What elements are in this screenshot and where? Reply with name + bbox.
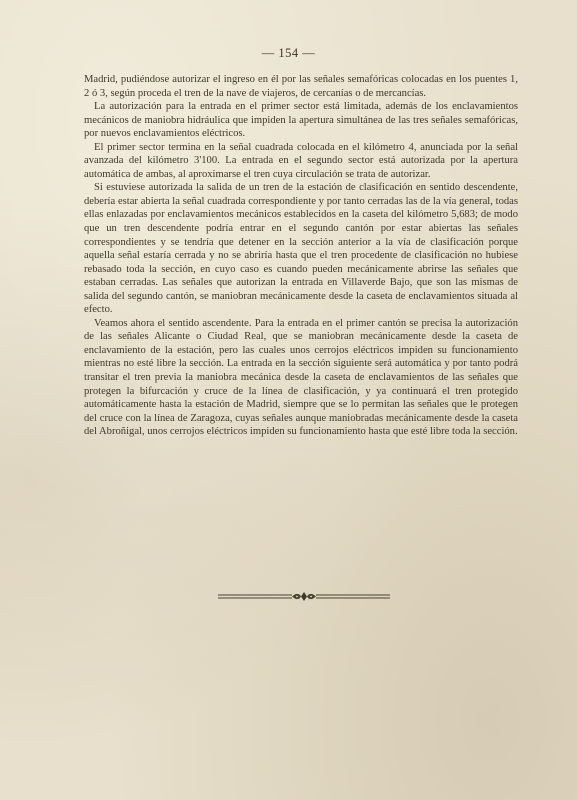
paragraph-1: Madrid, pudiéndose autorizar el ingreso en él por las señales semafóricas colocadas en los puentes 1, 2 ó 3, según proceda el tren de la nave de viajeros, de cercanías o de mercancías. [84, 74, 518, 99]
page-number: — 154 — [261, 46, 316, 60]
paragraph-5: Veamos ahora el sentido ascendente. Para la entrada en el primer cantón se precisa la autorización de las señales Alicante o Ciudad Real, que se maniobran mecánicamente desde la caseta de enclavamiento de la estación, pero las cuales unos cerrojos eléctricos impiden su funcionamiento mientras no esté libre la sección. La entrada en la sección siguiente será automática y por tanto podrá transitar el tren previa la maniobra mecánica desde la caseta de enclavamientos de las señales que protegen la bifurcación y cruce de la línea de clasificación, y ya continuará el tren protegido automáticamente hasta la estación de Madrid, siempre que se lo permitan las señales que le protegen del cruce con la línea de Zaragoza, cuyas señales aunque maniobradas mecánicamente desde la caseta del Abroñigal, unos cerrojos eléctricos impiden su funcionamiento hasta que esté libre toda la sección. [84, 317, 518, 438]
paragraph-3: El primer sector termina en la señal cuadrada colocada en el kilómetro 4, anunciada por la señal avanzada del kilómetro 3'100. La entrada en el segundo sector está autorizada por la apertura automática de ambas, al aproximarse el tren cuya circulación se trata de autorizar. [84, 141, 518, 180]
body-text [84, 73, 518, 439]
paragraph-4: Si estuviese autorizada la salida de un tren de la estación de clasificación en sentido descendente, debería estar abierta la señal cuadrada correspondiente y por tanto cerradas las de la vía general, todas ellas enlazadas por enclavamientos mecánicos establecidos en la caseta del kilómetro 5,683; de modo que un tren descendente podría entrar en el segundo cantón por estar abiertas las señales correspondientes y se tendría que detener en la sección anterior a la vía de clasificación porque aquella señal estaría cerrada y no se abriría hasta que el tren procedente de clasificación no hubiese rebasado toda la sección, en cuyo caso es cuando pueden mecánicamente abrirse las señales que estaban cerradas. Las señales que autorizan la entrada en Villaverde Bajo, que son las mismas de salida del segundo cantón, se maniobran mecánicamente desde la caseta de enclavamientos situada al efecto. [84, 182, 518, 316]
ornamental-rule-icon [216, 590, 392, 604]
paragraph-2: La autorización para la entrada en el primer sector está limitada, además de los enclavamientos mecánicos de maniobra hidráulica que impiden la apertura simultánea de las tres señales semafóricas, por nuevos enclavamientos eléctricos. [84, 101, 518, 140]
